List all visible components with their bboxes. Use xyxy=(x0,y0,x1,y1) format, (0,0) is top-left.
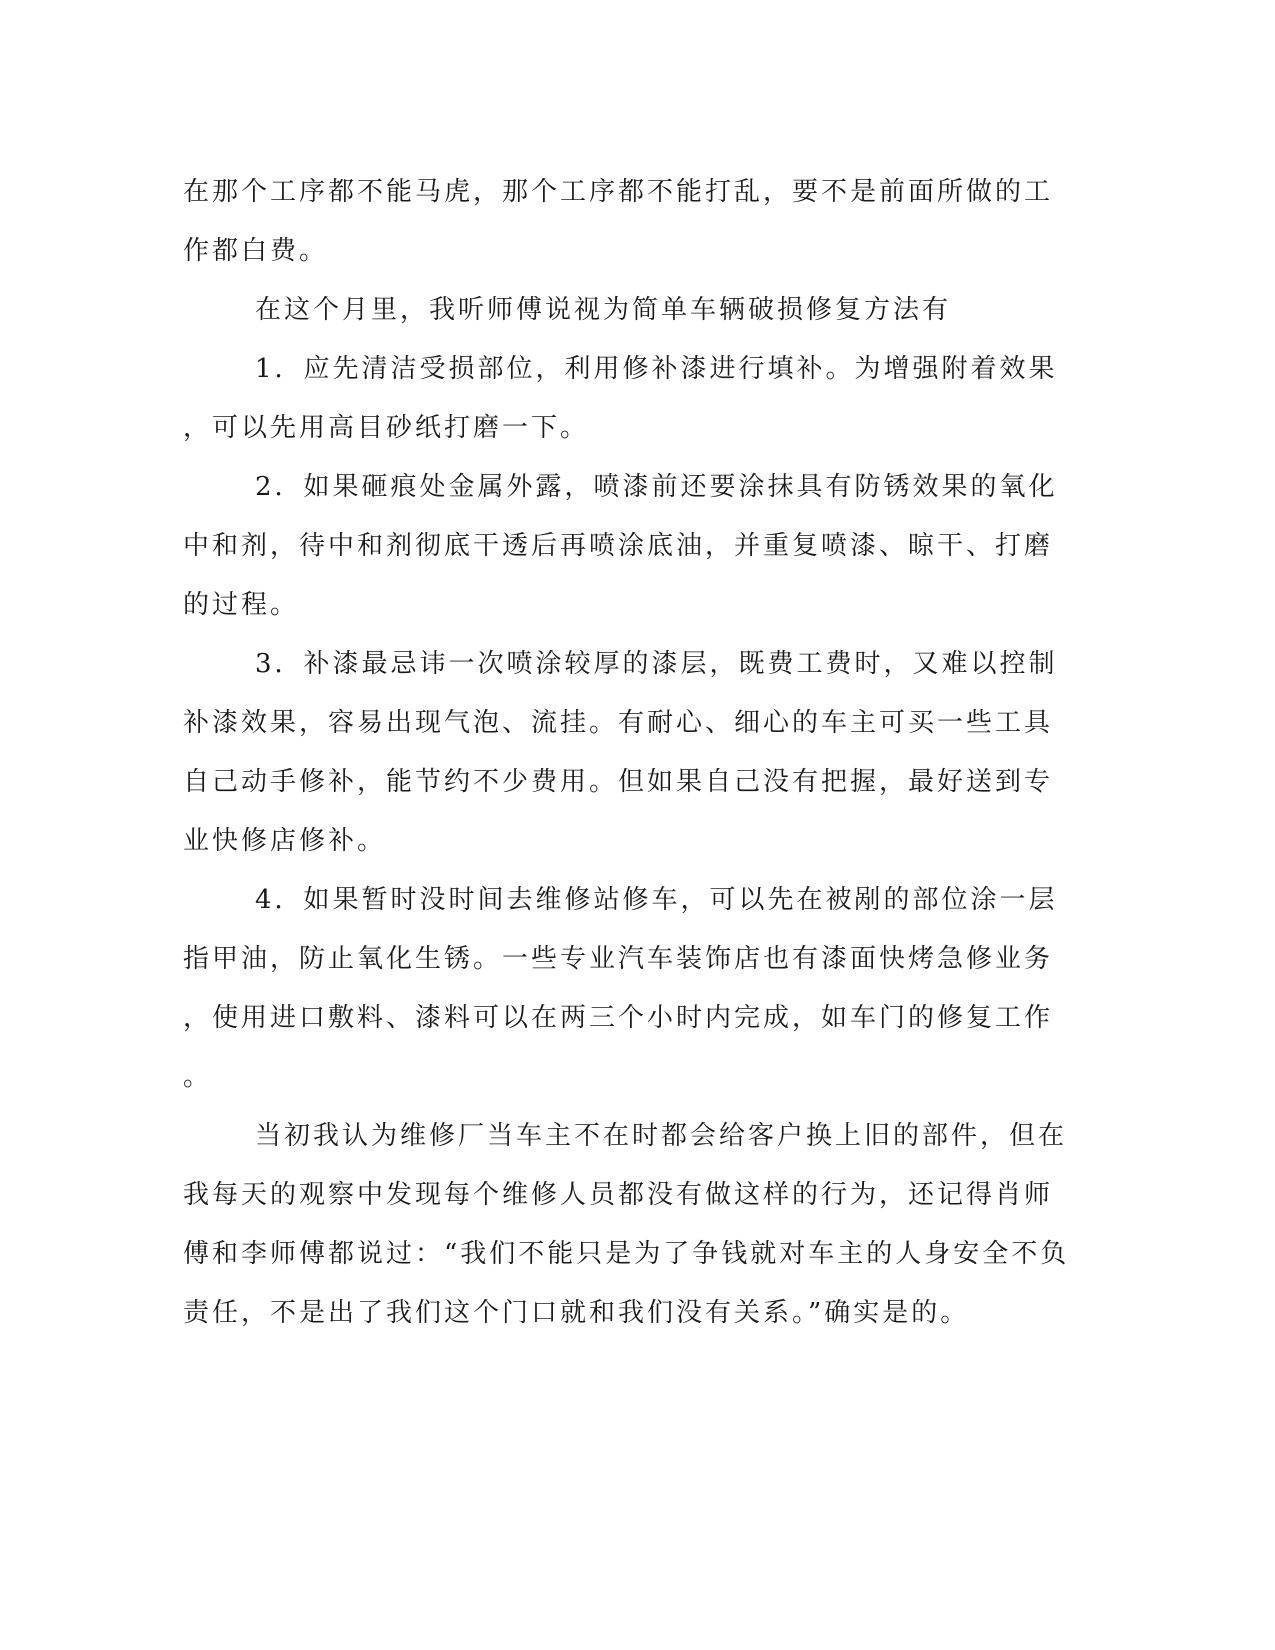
text-line: 当初我认为维修厂当车主不在时都会给客户换上旧的部件，但在 xyxy=(255,1121,1068,1151)
text-line: 自己动手修补，能节约不少费用。但如果自己没有把握，最好送到专 xyxy=(183,767,1054,797)
text-line: 在这个月里，我听师傅说视为简单车辆破损修复方法有 xyxy=(255,295,952,325)
text-line: 中和剂，待中和剂彻底干透后再喷涂底油，并重复喷漆、晾干、打磨 xyxy=(183,531,1054,561)
text-line: 责任，不是出了我们这个门口就和我们没有关系。”确实是的。 xyxy=(183,1298,970,1328)
text-line: 1．应先清洁受损部位，利用修补漆进行填补。为增强附着效果 xyxy=(255,354,1058,384)
text-line: 补漆效果，容易出现气泡、流挂。有耐心、细心的车主可买一些工具 xyxy=(183,708,1054,738)
body-text xyxy=(183,163,1070,1343)
text-line: 我每天的观察中发现每个维修人员都没有做这样的行为，还记得肖师 xyxy=(183,1180,1054,1210)
text-line: 在那个工序都不能马虎，那个工序都不能打乱，要不是前面所做的工 xyxy=(183,177,1054,207)
text-line: 作都白费。 xyxy=(183,236,329,266)
text-line: 4．如果暂时没时间去维修站修车，可以先在被剐的部位涂一层 xyxy=(255,885,1058,915)
text-line: 傅和李师傅都说过：“我们不能只是为了争钱就对车主的人身安全不负 xyxy=(183,1239,1070,1269)
text-line: 2．如果砸痕处金属外露，喷漆前还要涂抹具有防锈效果的氧化 xyxy=(255,472,1058,502)
text-line: 。 xyxy=(183,1062,213,1092)
text-line: ，可以先用高目砂纸打磨一下。 xyxy=(183,413,590,443)
text-line: ，使用进口敷料、漆料可以在两三个小时内完成，如车门的修复工作 xyxy=(183,1003,1054,1033)
text-line: 指甲油，防止氧化生锈。一些专业汽车装饰店也有漆面快烤急修业务 xyxy=(183,944,1054,974)
text-line: 3．补漆最忌讳一次喷涂较厚的漆层，既费工费时，又难以控制 xyxy=(255,649,1058,679)
text-line: 业快修店修补。 xyxy=(183,826,387,856)
text-line: 的过程。 xyxy=(183,590,300,620)
